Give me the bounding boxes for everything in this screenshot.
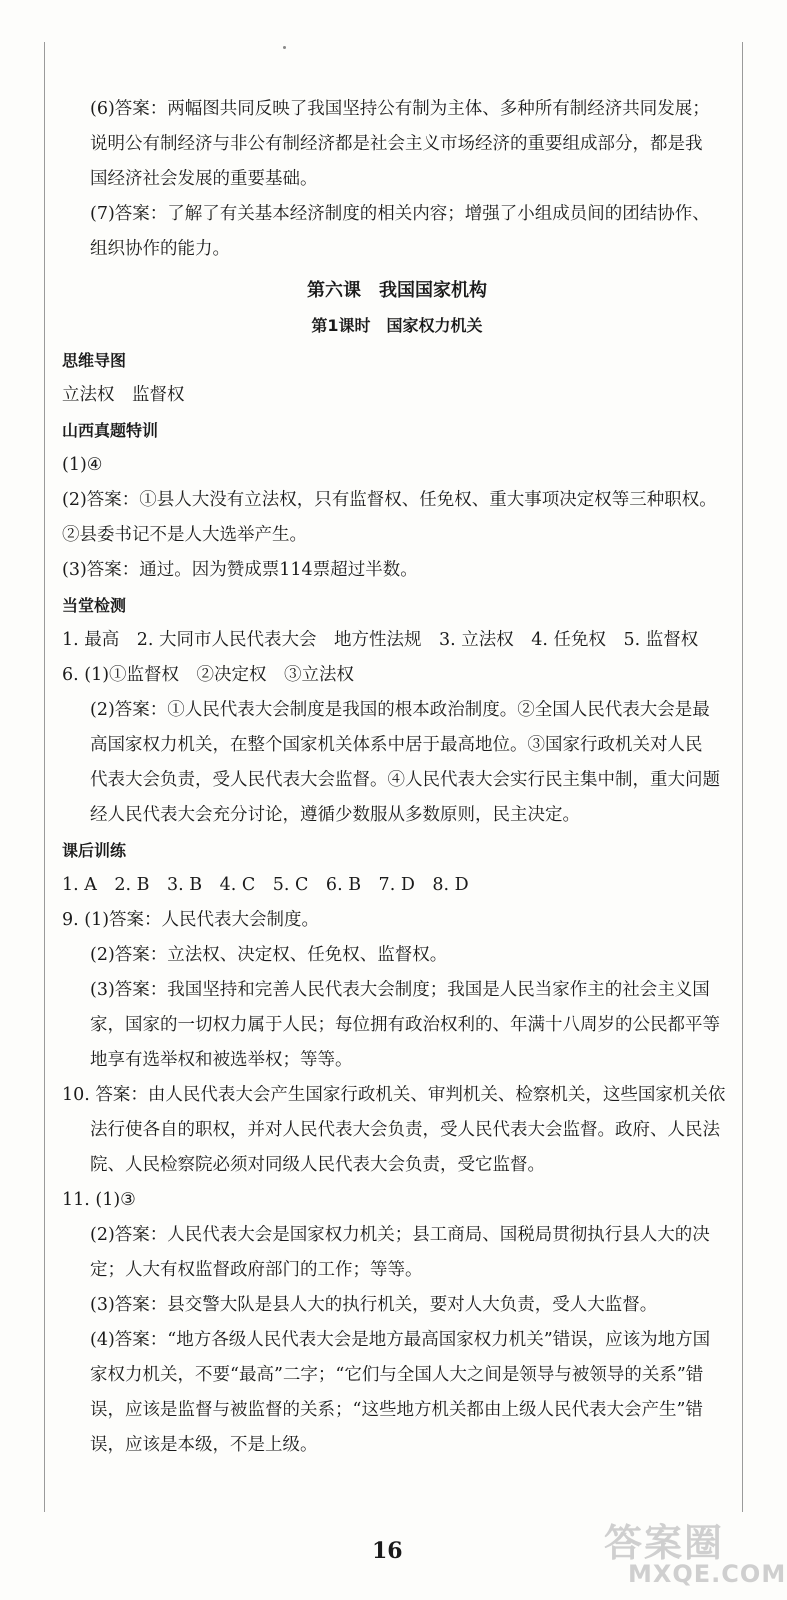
section-title: 课后训练: [62, 841, 127, 860]
text-line: (6)答案：两幅图共同反映了我国坚持公有制为主体、多种所有制经济共同发展；: [90, 99, 710, 119]
text-line: 定；人大有权监督政府部门的工作；等等。: [90, 1260, 423, 1280]
top-dot: [283, 46, 286, 49]
text-line: 家权力机关，不要“最高”二字；“它们与全国人大之间是领导与被领导的关系”错: [90, 1365, 704, 1385]
text-line: 国经济社会发展的重要基础。: [90, 169, 318, 189]
lesson-title: 第六课 我国国家机构: [307, 280, 487, 301]
text-line: (2)答案：①县人大没有立法权，只有监督权、任免权、重大事项决定权等三种职权。: [62, 490, 717, 510]
text-line: 地享有选举权和被选举权；等等。: [90, 1050, 353, 1070]
text-line: (3)答案：县交警大队是县人大的执行机关，要对人大负责，受人大监督。: [90, 1295, 658, 1315]
right-frame-line: [742, 42, 743, 1512]
text-line: 误，应该是监督与被监督的关系；“这些地方机关都由上级人民代表大会产生”错: [90, 1400, 703, 1420]
text-line: 1. 最高 2. 大同市人民代表大会 地方性法规 3. 立法权 4. 任免权 5. 监督权: [62, 630, 699, 650]
text-line: 组织协作的能力。: [90, 239, 230, 259]
watermark-logo: [604, 1512, 787, 1594]
answer-content: [62, 92, 732, 1463]
text-line: 11. (1)③: [62, 1190, 136, 1210]
text-line: (2)答案：人民代表大会是国家权力机关；县工商局、国税局贯彻执行县人大的决: [90, 1225, 710, 1245]
text-line: (4)答案：“地方各级人民代表大会是地方最高国家权力机关”错误，应该为地方国: [90, 1330, 711, 1350]
text-line: 说明公有制经济与非公有制经济都是社会主义市场经济的重要组成部分，都是我: [90, 134, 703, 154]
section-title: 当堂检测: [62, 596, 127, 615]
section-title: 思维导图: [62, 351, 127, 370]
watermark-url: MXQE.COM: [628, 1560, 787, 1588]
text-line: 法行使各自的职权，并对人民代表大会负责，受人民代表大会监督。政府、人民法: [90, 1120, 720, 1140]
text-line: 院、人民检察院必须对同级人民代表大会负责，受它监督。: [90, 1155, 545, 1175]
text-line: 1. A 2. B 3. B 4. C 5. C 6. B 7. D 8. D: [62, 875, 469, 895]
text-line: 10. 答案：由人民代表大会产生国家行政机关、审判机关、检察机关，这些国家机关依: [62, 1085, 726, 1105]
text-line: (7)答案：了解了有关基本经济制度的相关内容；增强了小组成员间的团结协作、: [90, 204, 710, 224]
text-line: ②县委书记不是人大选举产生。: [62, 525, 307, 545]
text-line: 立法权 监督权: [62, 385, 185, 405]
period-title: 第1课时 国家权力机关: [311, 316, 483, 335]
text-line: 误，应该是本级，不是上级。: [90, 1435, 318, 1455]
text-line: 6. (1)①监督权 ②决定权 ③立法权: [62, 665, 355, 685]
page-number: 16: [372, 1538, 403, 1564]
section-title: 山西真题特训: [62, 421, 159, 440]
text-line: 高国家权力机关，在整个国家机关体系中居于最高地位。③国家行政机关对人民: [90, 735, 703, 755]
text-line: 家，国家的一切权力属于人民；每位拥有政治权利的、年满十八周岁的公民都平等: [90, 1015, 720, 1035]
text-line: 9. (1)答案：人民代表大会制度。: [62, 910, 320, 930]
text-line: (1)④: [62, 455, 103, 475]
text-line: (2)答案：①人民代表大会制度是我国的根本政治制度。②全国人民代表大会是最: [90, 700, 710, 720]
text-line: (3)答案：我国坚持和完善人民代表大会制度；我国是人民当家作主的社会主义国: [90, 980, 710, 1000]
text-line: (2)答案：立法权、决定权、任免权、监督权。: [90, 945, 448, 965]
watermark-text: 答案圈: [604, 1521, 725, 1565]
left-frame-line: [44, 42, 45, 1512]
text-line: 经人民代表大会充分讨论，遵循少数服从多数原则，民主决定。: [90, 805, 580, 825]
text-line: 代表大会负责，受人民代表大会监督。④人民代表大会实行民主集中制，重大问题: [90, 770, 720, 790]
text-line: (3)答案：通过。因为赞成票114票超过半数。: [62, 560, 418, 580]
